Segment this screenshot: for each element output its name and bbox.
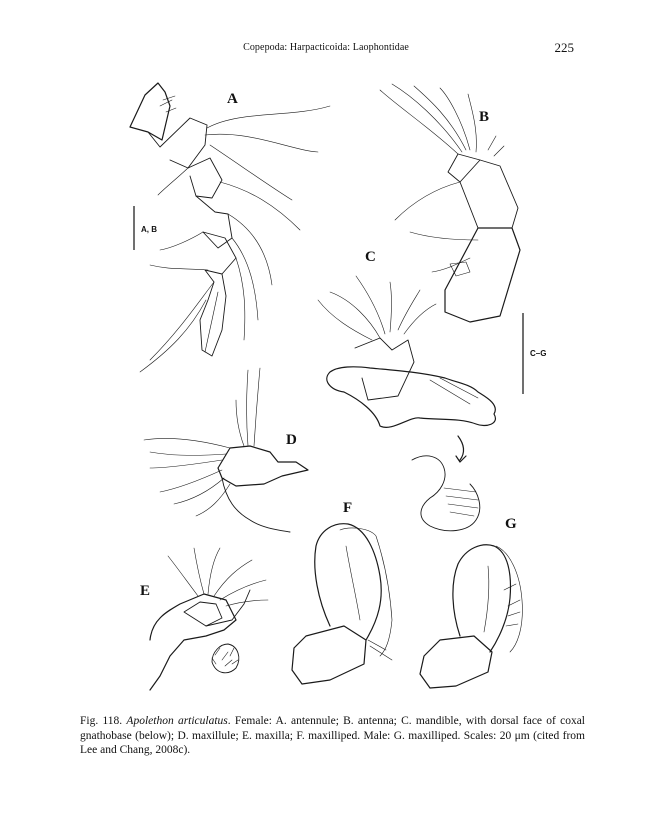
drawing-c-gnathobase — [412, 436, 480, 531]
panel-label-b: B — [479, 109, 490, 125]
running-header: Copepoda: Harpacticoida: Laophontidae — [243, 42, 409, 53]
drawing-b-antenna — [380, 84, 520, 322]
caption-prefix: Fig. 118. — [80, 715, 123, 727]
panel-label-d: D — [286, 432, 297, 448]
panel-label-c: C — [365, 249, 376, 265]
panel-label-f: F — [343, 500, 353, 516]
figure-caption — [80, 714, 585, 758]
caption-text: . Female: A. antennule; B. antenna; C. mandible, with dorsal face of coxal gnathobase (below); D. maxillule; E. maxilla; F. maxilliped. Male: G. maxilliped. Scales: 20 μm (cited from Lee and Chang, 2008c). — [80, 715, 586, 756]
drawing-a-antennule — [130, 83, 330, 372]
drawing-e-maxilla — [150, 548, 268, 690]
panel-label-e: E — [140, 583, 151, 599]
drawing-c-mandible — [318, 276, 495, 427]
drawing-g-maxilliped — [420, 545, 522, 688]
drawing-d-maxillule — [144, 368, 308, 532]
page-number: 225 — [554, 40, 574, 55]
scale-label-cg: C–G — [530, 349, 547, 358]
drawing-f-maxilliped — [292, 524, 392, 684]
panel-label-a: A — [227, 91, 238, 107]
caption-species: Apolethon articulatus — [126, 715, 228, 727]
panel-label-g: G — [505, 516, 517, 532]
scale-label-ab: A, B — [141, 225, 157, 234]
